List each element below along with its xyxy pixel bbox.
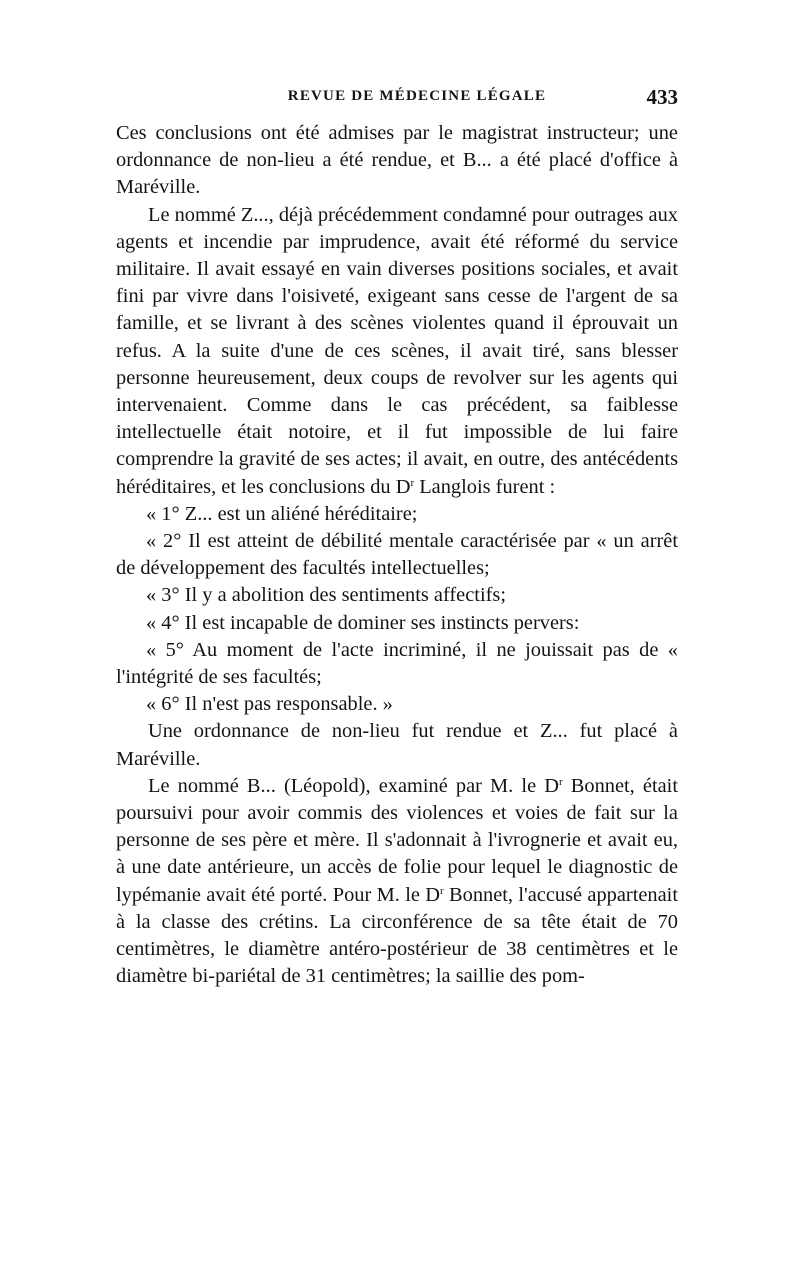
paragraph-text: Le nommé Z..., déjà précédemment condamné pour outrages aux agents et incendie par imprudence, avait été réformé du service militaire. Il avait essayé en vain diverses positions sociales, et avait fini par vivre dans l'oisiveté, exigeant sans cesse de l'argent de sa famille, et se livrant à des scènes violentes quand il éprouvait un refus. A la suite d'une de ces scènes, il avait tiré, sans blesser personne heureusement, deux coups de revolver sur les agents qui intervenaient. Comme dans le cas précédent, sa faiblesse intellectuelle était notoire, et il fut impossible de lui faire comprendre la gravité de ses actes; il avait, en outre, des antécédents héréditaires, et les conclusions du D	[116, 203, 678, 498]
quoted-conclusion: « 6° Il n'est pas responsable. »	[146, 693, 393, 716]
superscript: r	[558, 775, 563, 788]
paragraph: Une ordonnance de non-lieu fut rendue et Z... fut placé à Maréville.	[116, 720, 678, 770]
running-head	[116, 85, 678, 120]
superscript: r	[440, 884, 444, 897]
paragraph	[116, 202, 678, 501]
paragraph: Ces conclusions ont été admises par le magistrat instructeur; une ordonnance de non-lieu a été rendue, et B... a été placé d'office à Maréville.	[116, 122, 678, 199]
quoted-conclusion: « 2° Il est atteint de débilité mentale caractérisée par « un arrêt de développement des facultés intellectuelles;	[116, 530, 678, 580]
quoted-conclusion: « 1° Z... est un aliéné héréditaire;	[146, 502, 418, 525]
quoted-conclusion: « 4° Il est incapable de dominer ses instincts pervers:	[146, 611, 580, 634]
page-number: 433	[646, 85, 678, 109]
body-text	[116, 120, 678, 991]
paragraph-text: Langlois furent :	[414, 475, 556, 498]
paragraph-text: Bonnet, était poursuivi pour avoir commis des violences et voies de fait sur la personne de ses père et mère. Il s'adonnait à l'ivrognerie et avait eu, à une date antérieure, un accès de folie pour lequel le diagnostic de lypémanie avait été porté. Pour M. le D	[116, 774, 679, 906]
quoted-conclusion: « 5° Au moment de l'acte incriminé, il ne jouissait pas de « l'intégrité de ses facultés;	[116, 638, 678, 689]
quoted-conclusion: « 3° Il y a abolition des sentiments affectifs;	[146, 584, 507, 607]
running-title: REVUE DE MÉDECINE LÉGALE	[287, 88, 547, 104]
paragraph	[116, 773, 678, 991]
superscript: r	[410, 476, 415, 489]
paragraph-text: Le nommé B... (Léopold), examiné par M. le D	[148, 774, 559, 797]
book-page	[116, 85, 679, 991]
paragraph-text: Bonnet, l'accusé appartenait à la classe des crétins. La circonférence de sa tête était de 70 centimètres, le diamètre antéro-postérieur de 38 centimètres et le diamètre bi-pariétal de 31 centimètres; la saillie des pom-	[116, 883, 678, 988]
